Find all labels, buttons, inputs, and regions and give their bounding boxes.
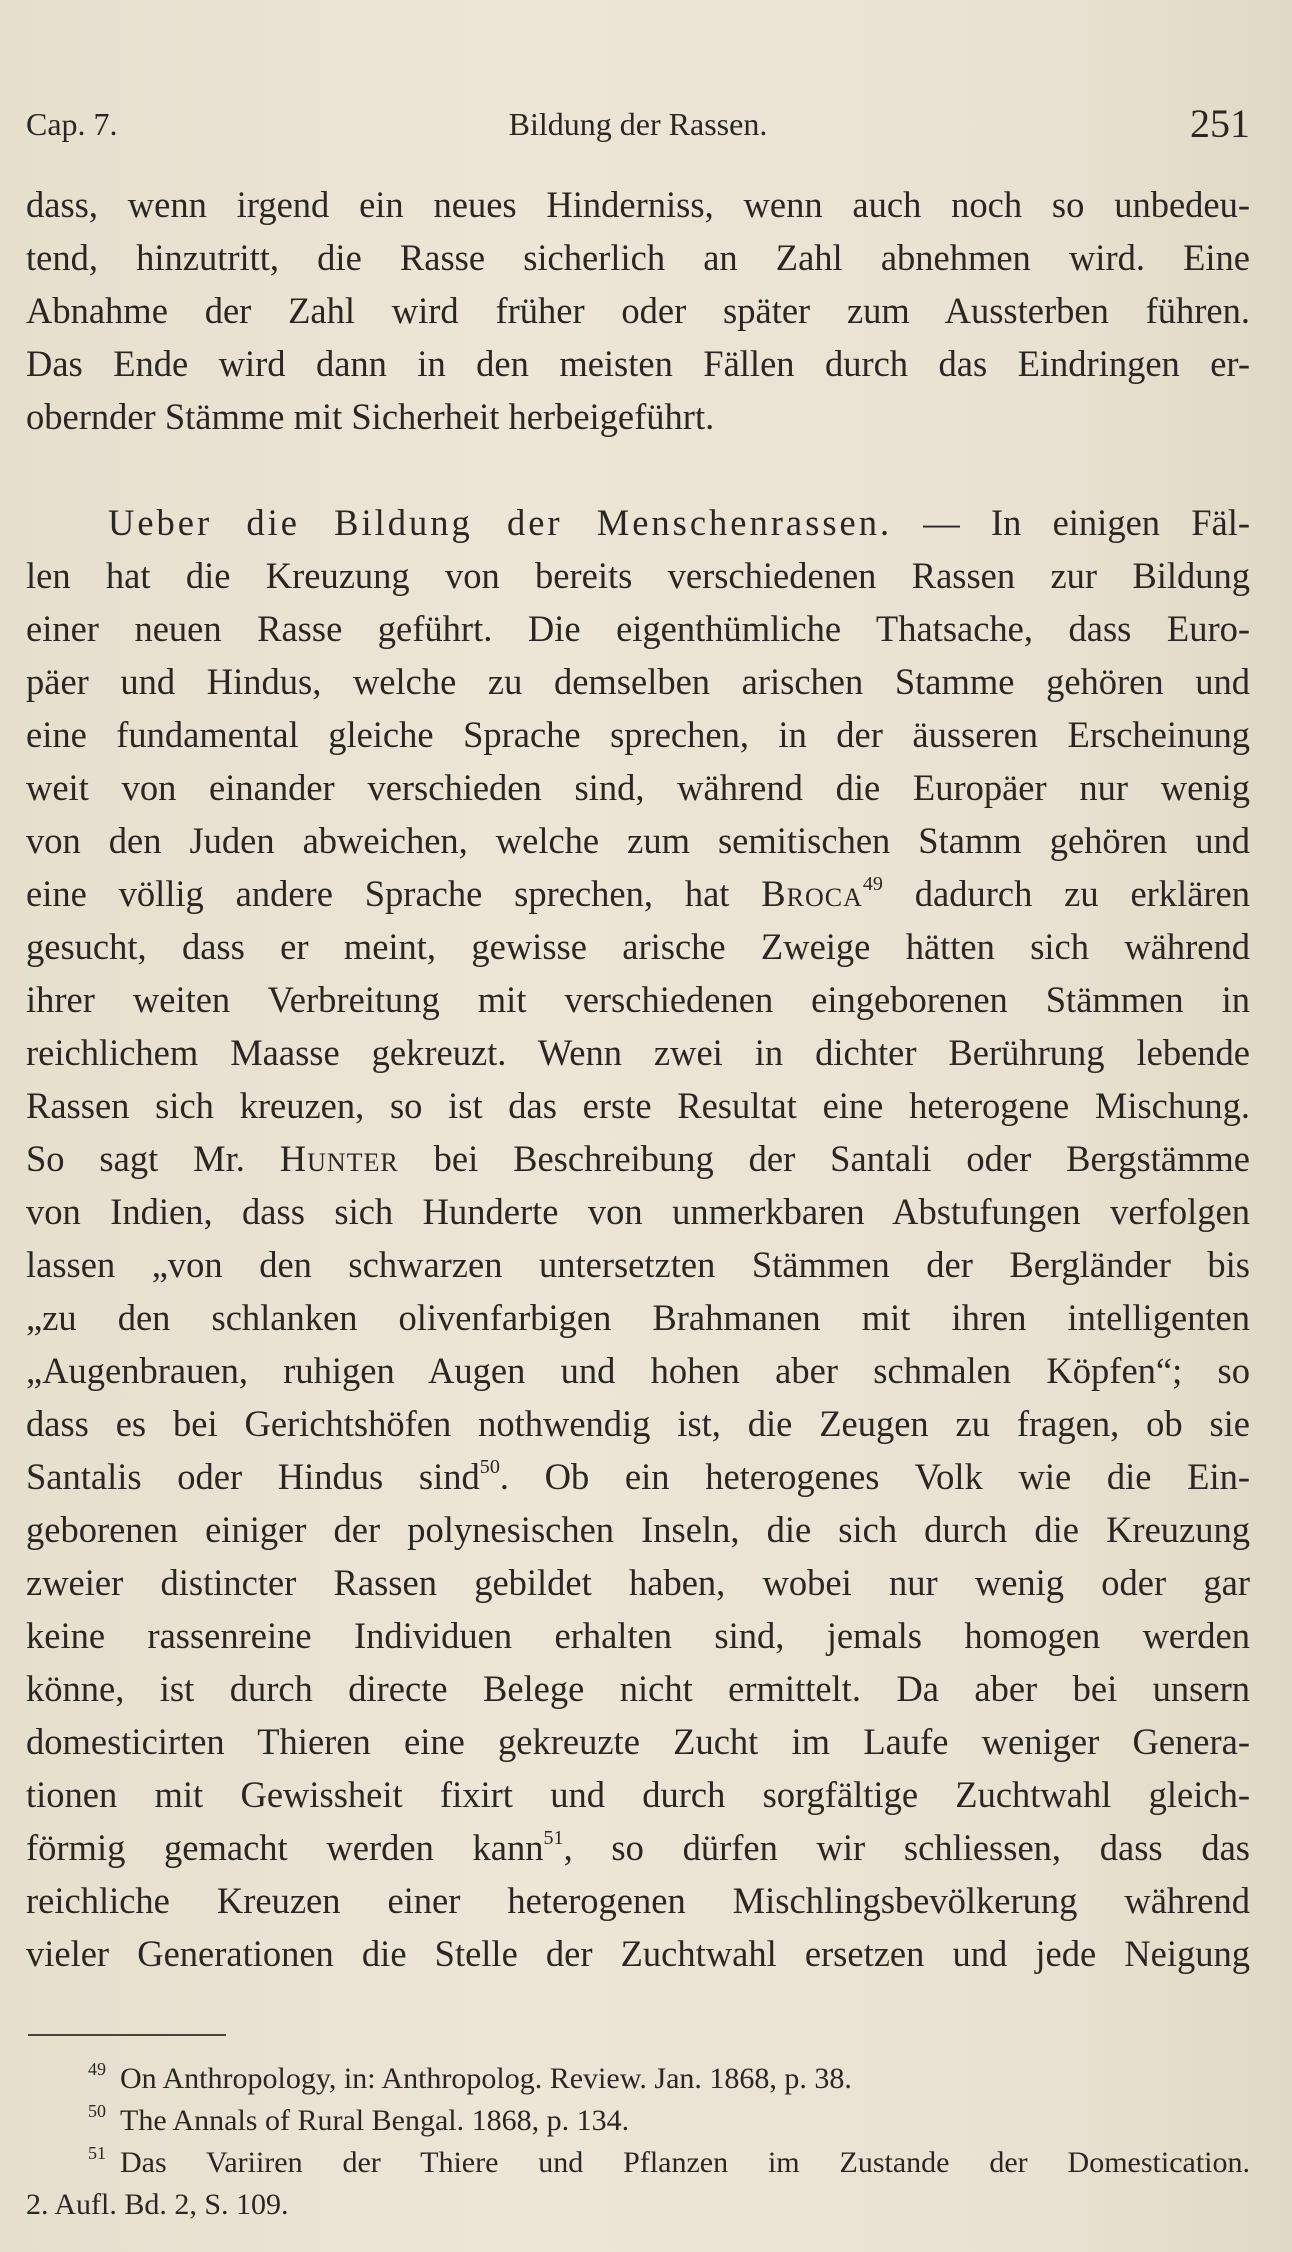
text-line: eine fundamental gleiche Sprache sprechen, in der äusseren Erscheinung [26, 714, 1250, 755]
footnote-text: The Annals of Rural Bengal. 1868, p. 134. [120, 2104, 630, 2137]
text-line [26, 1132, 1250, 1185]
text-line: gesucht, dass er meint, gewisse arische Zweige hätten sich während [26, 926, 1250, 967]
running-header [26, 100, 1250, 156]
text-line: ihrer weiten Verbreitung mit verschiedenen eingeborenen Stämmen in [26, 979, 1250, 1020]
footnote-text: Das Variiren der Thiere und Pflanzen im Zustande der Domestication. [120, 2146, 1250, 2179]
author-name-broca: Broca [761, 873, 863, 914]
page-number: 251 [1190, 101, 1250, 146]
text-fragment: . Ob ein heterogenes Volk wie die Ein- [499, 1456, 1250, 1497]
footnote-number: 50 [88, 2101, 106, 2122]
text-line: geborenen einiger der polynesischen Inseln, die sich durch die Kreuzung [26, 1509, 1250, 1550]
footnote-ref: 50 [479, 1455, 500, 1478]
text-fragment: bei Beschreibung der Santali oder Bergstämme [398, 1138, 1250, 1179]
text-fragment: förmig gemacht werden kann [26, 1827, 544, 1868]
text-fragment: Santalis oder Hindus sind [26, 1456, 480, 1497]
running-title: Bildung der Rassen. [508, 106, 768, 142]
footnote-ref: 49 [862, 872, 883, 895]
text-fragment: — In einigen Fäl- [892, 502, 1251, 543]
text-line: reichliche Kreuzen einer heterogenen Mischlingsbevölkerung während [26, 1880, 1250, 1921]
footnote [26, 2142, 1250, 2184]
text-line: lassen „von den schwarzen untersetzten Stämmen der Bergländer bis [26, 1244, 1250, 1285]
text-line: weit von einander verschieden sind, während die Europäer nur wenig [26, 767, 1250, 808]
text-line: zweier distincter Rassen gebildet haben, wobei nur wenig oder gar [26, 1562, 1250, 1603]
section-heading: Ueber die Bildung der Menschenrassen. [108, 502, 893, 543]
text-line [26, 867, 1250, 920]
text-line [26, 1450, 1250, 1503]
author-name-hunter: Hunter [279, 1138, 399, 1179]
main-text [26, 178, 1250, 1980]
text-line: päer und Hindus, welche zu demselben arischen Stamme gehören und [26, 661, 1250, 702]
text-line: len hat die Kreuzung von bereits verschiedenen Rassen zur Bildung [26, 555, 1250, 596]
footnote-continuation: 2. Aufl. Bd. 2, S. 109. [26, 2188, 289, 2221]
text-line: dass, wenn irgend ein neues Hinderniss, wenn auch noch so unbedeu- [26, 184, 1250, 225]
text-fragment: eine völlig andere Sprache sprechen, hat [26, 873, 762, 914]
text-fragment: , so dürfen wir schliessen, dass das [563, 1827, 1250, 1868]
text-line: Rassen sich kreuzen, so ist das erste Resultat eine heterogene Mischung. [26, 1085, 1250, 1126]
footnote-ref: 51 [543, 1826, 564, 1849]
text-fragment: So sagt Mr. [26, 1138, 280, 1179]
text-line: keine rassenreine Individuen erhalten sind, jemals homogen werden [26, 1615, 1250, 1656]
text-line: einer neuen Rasse geführt. Die eigenthümliche Thatsache, dass Euro- [26, 608, 1250, 649]
text-line: vieler Generationen die Stelle der Zuchtwahl ersetzen und jede Neigung [26, 1933, 1250, 1974]
text-line: „zu den schlanken olivenfarbigen Brahmanen mit ihren intelligenten [26, 1297, 1250, 1338]
footnotes [26, 2058, 1250, 2226]
footnote-text: On Anthropology, in: Anthropolog. Review. Jan. 1868, p. 38. [120, 2062, 852, 2095]
paragraph-gap [26, 443, 1250, 496]
text-line: tionen mit Gewissheit fixirt und durch sorgfältige Zuchtwahl gleich- [26, 1774, 1250, 1815]
text-line [26, 1821, 1250, 1874]
text-line: „Augenbrauen, ruhigen Augen und hohen aber schmalen Köpfen“; so [26, 1350, 1250, 1391]
footnote-number: 51 [88, 2143, 106, 2164]
footnote [26, 2058, 1250, 2100]
text-line: Das Ende wird dann in den meisten Fällen durch das Eindringen er- [26, 343, 1250, 384]
text-line: von Indien, dass sich Hunderte von unmerkbaren Abstufungen verfolgen [26, 1191, 1250, 1232]
footnote [26, 2100, 1250, 2142]
text-line: dass es bei Gerichtshöfen nothwendig ist, die Zeugen zu fragen, ob sie [26, 1403, 1250, 1444]
footnote-divider [28, 2034, 226, 2036]
text-line: domesticirten Thieren eine gekreuzte Zucht im Laufe weniger Genera- [26, 1721, 1250, 1762]
text-fragment: dadurch zu erklären [882, 873, 1251, 914]
text-line: könne, ist durch directe Belege nicht ermittelt. Da aber bei unsern [26, 1668, 1250, 1709]
text-line: obernder Stämme mit Sicherheit herbeigeführt. [26, 396, 715, 437]
footnote-number: 49 [88, 2059, 106, 2080]
text-line: reichlichem Maasse gekreuzt. Wenn zwei in dichter Berührung lebende [26, 1032, 1250, 1073]
text-line: tend, hinzutritt, die Rasse sicherlich an Zahl abnehmen wird. Eine [26, 237, 1250, 278]
text-line [26, 496, 1250, 549]
text-line: Abnahme der Zahl wird früher oder später zum Aussterben führen. [26, 290, 1250, 331]
chapter-label: Cap. 7. [26, 106, 118, 142]
text-line: von den Juden abweichen, welche zum semitischen Stamm gehören und [26, 820, 1250, 861]
